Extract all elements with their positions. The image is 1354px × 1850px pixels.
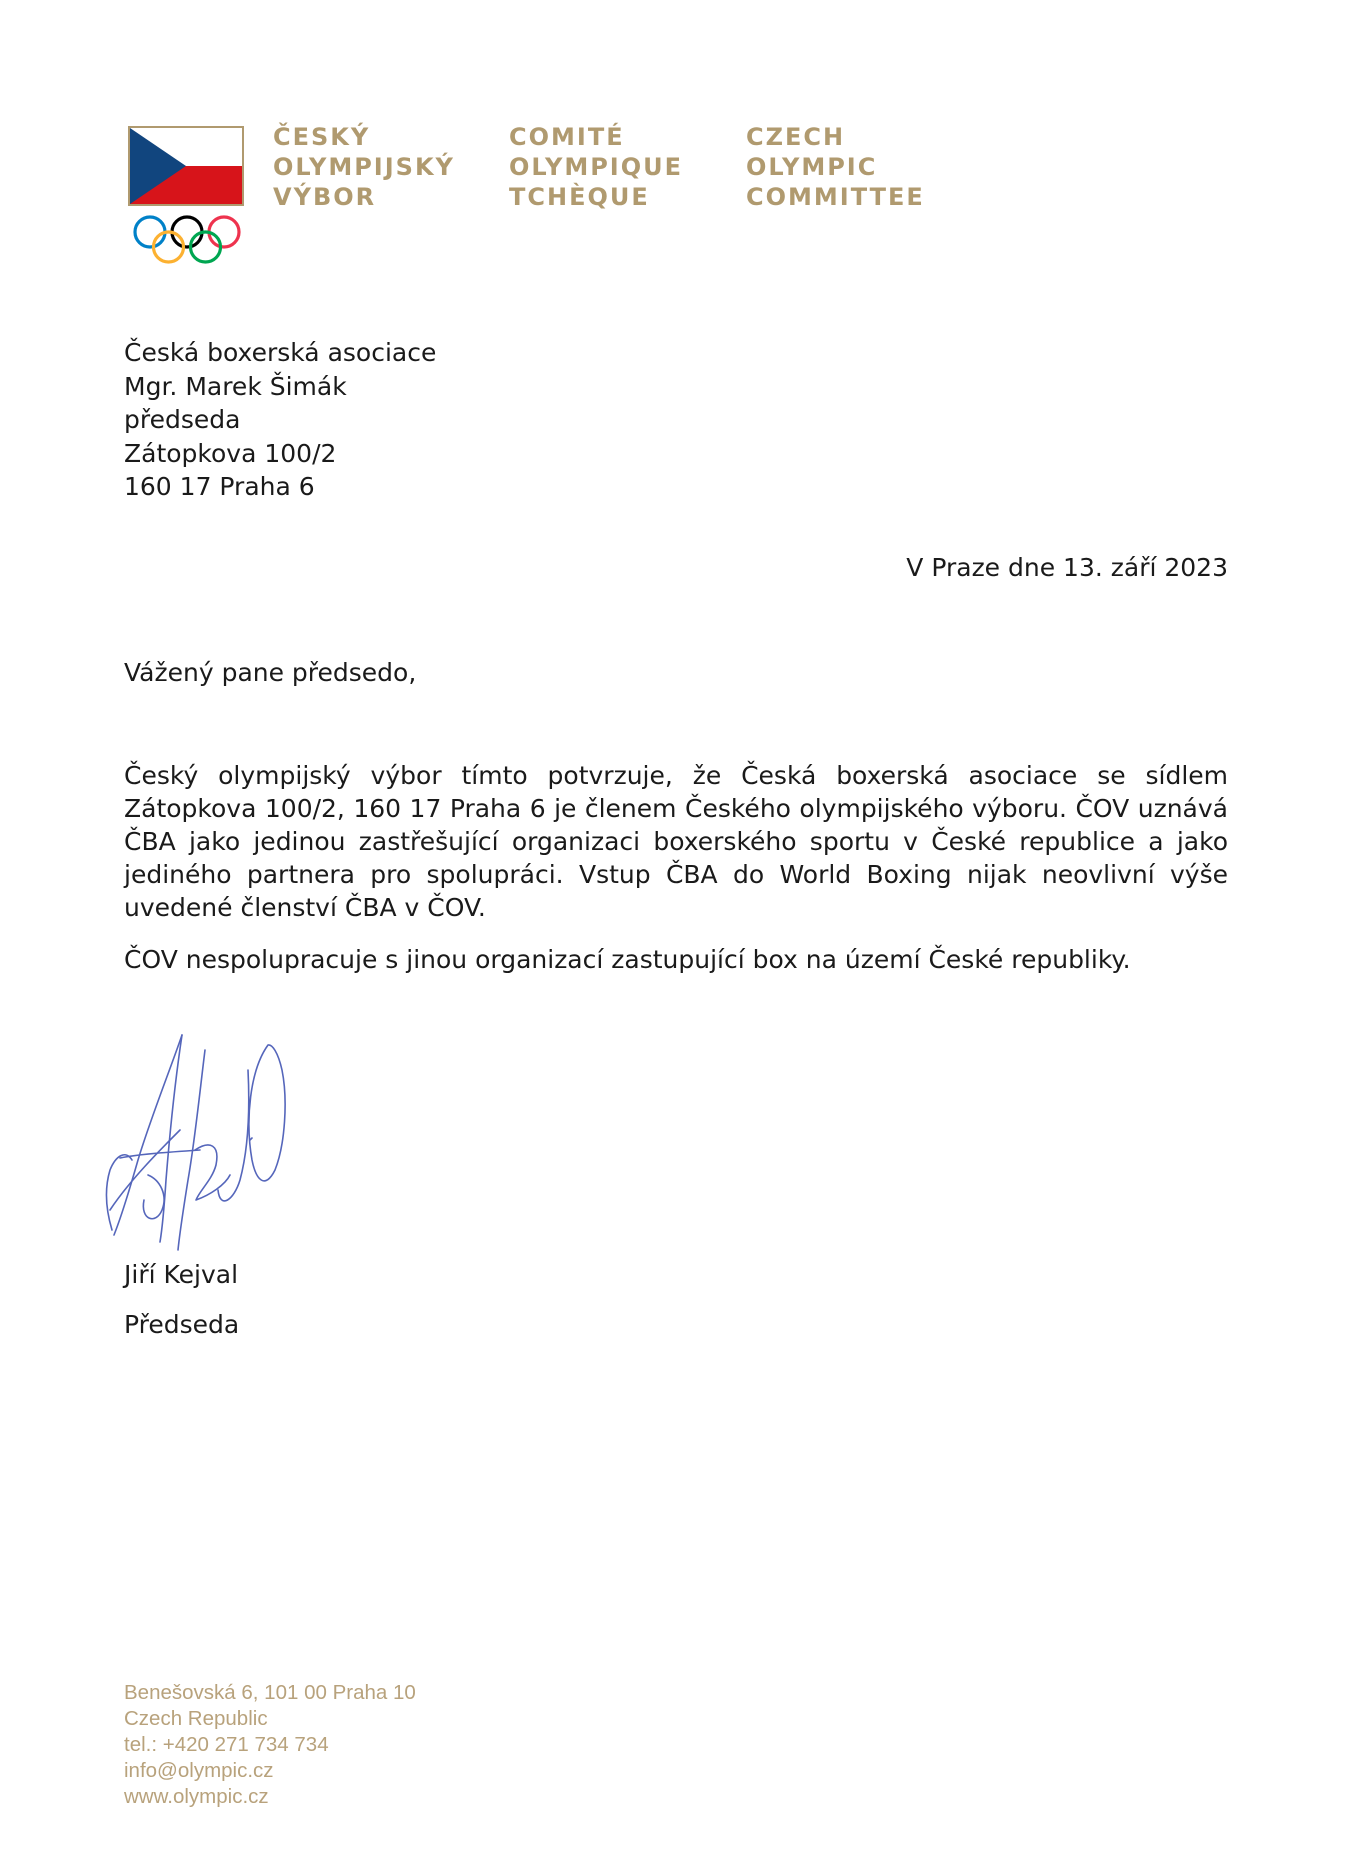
- org-name-french: [509, 122, 683, 212]
- org-name-line: OLYMPIC: [746, 153, 878, 181]
- org-name-line: CZECH: [746, 123, 846, 151]
- org-name-czech: [273, 122, 455, 212]
- signer-block: [124, 1250, 239, 1350]
- org-name-line: VÝBOR: [273, 183, 377, 211]
- handwritten-signature: [100, 1030, 310, 1270]
- footer-address: Benešovská 6, 101 00 Praha 10: [124, 1681, 416, 1704]
- org-name-english: [746, 122, 925, 212]
- addressee-role: předseda: [124, 405, 241, 434]
- signer-name: Jiří Kejval: [124, 1260, 239, 1289]
- org-name-line: COMMITTEE: [746, 183, 925, 211]
- body-paragraph-2: ČOV nespolupracuje s jinou organizací zastupující box na území České republiky.: [124, 945, 1131, 974]
- addressee-street: Zátopkova 100/2: [124, 438, 337, 468]
- letter-date: V Praze dne 13. září 2023: [906, 553, 1228, 582]
- footer-web: www.olympic.cz: [124, 1785, 269, 1808]
- addressee-city: 160 17 Praha 6: [124, 472, 315, 501]
- org-name-line: OLYMPIQUE: [509, 153, 684, 181]
- org-name-line: TCHÈQUE: [509, 183, 650, 211]
- footer-phone: tel.: +420 271 734 734: [124, 1733, 329, 1756]
- addressee-organization: Česká boxerská asociace: [124, 338, 437, 367]
- addressee-block: [124, 336, 436, 504]
- olympic-rings-icon: [132, 214, 242, 266]
- org-name-line: COMITÉ: [509, 123, 625, 151]
- czech-flag-icon: [128, 126, 244, 206]
- org-name-line: OLYMPIJSKÝ: [273, 153, 455, 181]
- org-name-line: ČESKÝ: [273, 123, 371, 151]
- footer-email: info@olympic.cz: [124, 1759, 274, 1782]
- salutation: Vážený pane předsedo,: [124, 658, 417, 687]
- body-paragraph-1: Český olympijský výbor tímto potvrzuje, že Česká boxerská asociace se sídlem Zátopkova 100/2, 160 17 Praha 6 je členem Českého olympijského výboru. ČOV uznává ČBA jako jedinou zastřešující organizaci boxerského sportu v České republice a jako jediného partnera pro spolupráci. Vstup ČBA do World Boxing nijak neovlivní výše uvedené členství ČBA v ČOV.: [124, 761, 1228, 922]
- footer-country: Czech Republic: [124, 1707, 268, 1730]
- olympic-committee-logo: [128, 126, 246, 266]
- signer-title: Předseda: [124, 1310, 240, 1339]
- footer-contact: [124, 1680, 416, 1810]
- addressee-name: Mgr. Marek Šimák: [124, 371, 347, 401]
